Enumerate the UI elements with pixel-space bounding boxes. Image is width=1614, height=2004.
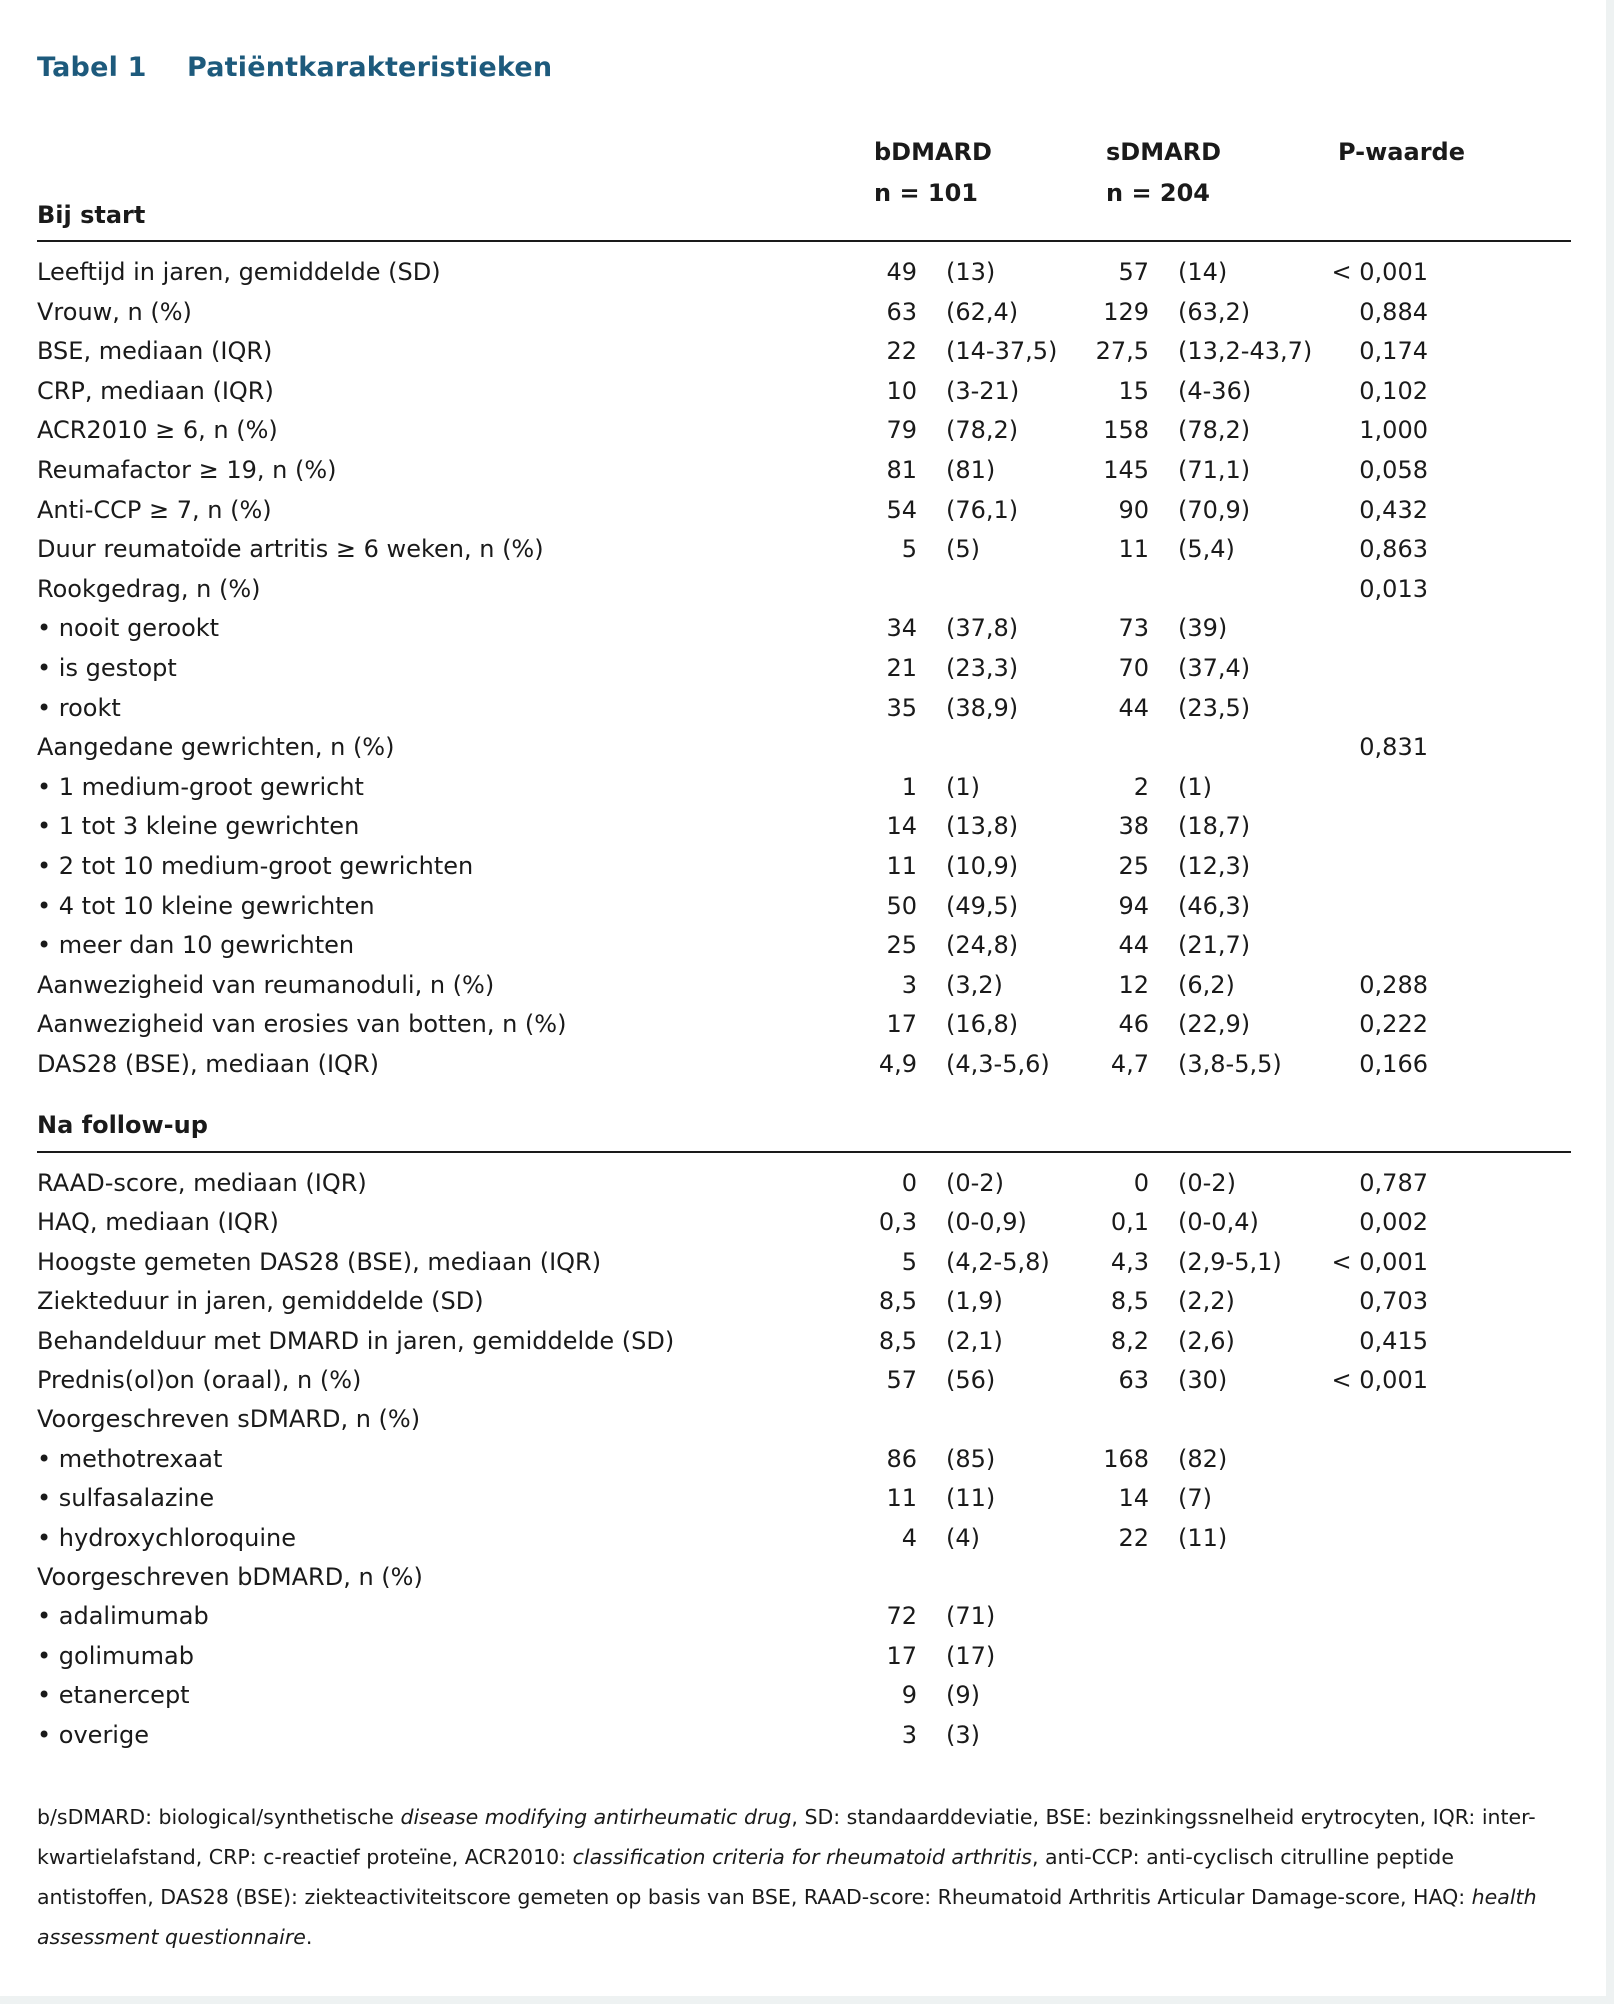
sdmard-value: 145: [1103, 456, 1149, 484]
p-value: 0,166: [1359, 1050, 1428, 1078]
table-title-text: Patiëntkarakteristieken: [187, 52, 553, 83]
row-label: • rookt: [37, 693, 121, 722]
bdmard-value: 8,5: [878, 1287, 917, 1316]
table-footnote: [37, 1797, 1577, 1957]
row-label: Prednis(ol)on (oraal), n (%): [37, 1366, 362, 1394]
sdmard-percent: (46,3): [1178, 891, 1251, 920]
sdmard-value: 90: [1118, 495, 1149, 524]
sdmard-percent: (2,2): [1178, 1287, 1235, 1316]
bdmard-percent: (56): [946, 1366, 996, 1394]
sdmard-percent: (0-0,4): [1178, 1208, 1259, 1237]
sdmard-value: 129: [1103, 297, 1149, 326]
sdmard-value: 22: [1118, 1523, 1149, 1552]
bdmard-value: 5: [901, 535, 917, 564]
sdmard-value: 8,5: [1110, 1287, 1149, 1316]
table-row: [0, 1558, 1614, 1596]
sdmard-value: 2: [1133, 772, 1149, 801]
row-label: ACR2010 ≥ 6, n (%): [37, 416, 278, 445]
row-label: RAAD-score, mediaan (IQR): [37, 1169, 367, 1197]
bdmard-value: 5: [901, 1247, 917, 1276]
bdmard-value: 17: [886, 1641, 917, 1670]
footnote-italic: disease modifying antirheumatic drug: [400, 1805, 792, 1829]
bdmard-percent: (76,1): [946, 495, 1019, 524]
p-value: < 0,001: [1331, 258, 1428, 286]
sdmard-percent: (39): [1178, 614, 1228, 643]
bdmard-value: 17: [886, 1010, 917, 1039]
bdmard-value: 10: [886, 376, 917, 405]
sdmard-percent: (30): [1178, 1366, 1228, 1394]
section-label-start: Bij start: [37, 201, 146, 229]
bdmard-value: 54: [886, 495, 917, 524]
table-row: [0, 966, 1614, 1004]
sdmard-value: 38: [1118, 812, 1149, 841]
sdmard-value: 44: [1118, 931, 1149, 960]
bdmard-value: 11: [886, 1484, 917, 1513]
bdmard-value: 9: [901, 1681, 917, 1710]
bdmard-value: 0,3: [878, 1208, 917, 1237]
sdmard-value: 158: [1103, 416, 1149, 445]
row-label: • is gestopt: [37, 654, 177, 682]
row-label: HAQ, mediaan (IQR): [37, 1208, 279, 1237]
table-row: [0, 1005, 1614, 1043]
bdmard-percent: (78,2): [946, 416, 1019, 445]
sdmard-value: 0: [1133, 1169, 1149, 1197]
bdmard-percent: (81): [946, 456, 996, 484]
row-label: Voorgeschreven sDMARD, n (%): [37, 1405, 421, 1434]
footnote-italic: health assessment questionnaire: [37, 1885, 1537, 1949]
p-value: 0,058: [1359, 456, 1428, 484]
bdmard-percent: (13): [946, 258, 996, 286]
table-row: [0, 1203, 1614, 1241]
sdmard-value: 8,2: [1110, 1326, 1149, 1355]
bdmard-percent: (38,9): [946, 693, 1019, 722]
sdmard-value: 0,1: [1110, 1208, 1149, 1237]
sdmard-percent: (6,2): [1178, 970, 1235, 999]
row-label: Hoogste gemeten DAS28 (BSE), mediaan (IQR): [37, 1247, 602, 1276]
bdmard-percent: (71): [946, 1602, 996, 1631]
sdmard-percent: (18,7): [1178, 812, 1251, 841]
p-value: 0,787: [1359, 1169, 1428, 1197]
sdmard-value: 168: [1103, 1444, 1149, 1473]
bdmard-percent: (3,2): [946, 970, 1003, 999]
table-row: [0, 1045, 1614, 1083]
p-value: 0,831: [1359, 733, 1428, 762]
p-value: 0,884: [1359, 297, 1428, 326]
bdmard-percent: (14-37,5): [946, 337, 1058, 366]
table-row: [0, 1243, 1614, 1281]
bdmard-percent: (13,8): [946, 812, 1019, 841]
bdmard-value: 4: [901, 1523, 917, 1552]
row-label: Vrouw, n (%): [37, 297, 192, 326]
bdmard-percent: (62,4): [946, 297, 1019, 326]
bdmard-value: 63: [886, 297, 917, 326]
bdmard-value: 34: [886, 614, 917, 643]
p-value: 0,432: [1359, 495, 1428, 524]
bdmard-percent: (1): [946, 772, 980, 801]
sdmard-value: 57: [1118, 258, 1149, 286]
sdmard-value: 63: [1118, 1366, 1149, 1394]
sdmard-value: 14: [1118, 1484, 1149, 1513]
p-value: 0,102: [1359, 376, 1428, 405]
footnote-italic: classification criteria for rheumatoid arthritis: [572, 1845, 1032, 1869]
bdmard-percent: (16,8): [946, 1010, 1019, 1039]
bdmard-value: 72: [886, 1602, 917, 1631]
sdmard-value: 70: [1118, 654, 1149, 682]
sdmard-value: 44: [1118, 693, 1149, 722]
sdmard-percent: (23,5): [1178, 693, 1251, 722]
footnote-text: , SD: standaarddeviatie, BSE: bezinkingssnelheid erytrocyten, IQR: inter-kwartielafstand, CRP: c-reactief proteïne, ACR2010:: [37, 1805, 1536, 1869]
table-row: [0, 887, 1614, 925]
p-value: 0,703: [1359, 1287, 1428, 1316]
table-row: [0, 530, 1614, 568]
section-rule-start: [37, 240, 1571, 242]
row-label: Rookgedrag, n (%): [37, 574, 261, 603]
section-label-follow-up: Na follow-up: [37, 1111, 208, 1139]
section-rule-follow-up: [37, 1151, 1571, 1153]
bdmard-value: 57: [886, 1366, 917, 1394]
bdmard-percent: (3): [946, 1720, 980, 1749]
table-row: [0, 411, 1614, 449]
table-title: [37, 52, 552, 83]
bdmard-percent: (0-0,9): [946, 1208, 1027, 1237]
sdmard-percent: (78,2): [1178, 416, 1251, 445]
sdmard-percent: (4-36): [1178, 376, 1252, 405]
bdmard-value: 86: [886, 1444, 917, 1473]
table-row: [0, 1716, 1614, 1754]
table-row: [0, 807, 1614, 845]
bdmard-percent: (4,2-5,8): [946, 1247, 1050, 1276]
bdmard-percent: (9): [946, 1681, 980, 1710]
table-row: [0, 451, 1614, 489]
bdmard-value: 81: [886, 456, 917, 484]
bdmard-percent: (10,9): [946, 852, 1019, 880]
table-row: [0, 728, 1614, 766]
bdmard-percent: (11): [946, 1484, 996, 1513]
bdmard-percent: (4,3-5,6): [946, 1050, 1050, 1078]
row-label: Duur reumatoïde artritis ≥ 6 weken, n (%): [37, 535, 544, 564]
bdmard-percent: (37,8): [946, 614, 1019, 643]
row-label: • golimumab: [37, 1641, 194, 1670]
sdmard-percent: (82): [1178, 1444, 1228, 1473]
table-row: [0, 1637, 1614, 1675]
sdmard-value: 27,5: [1095, 337, 1149, 366]
p-value: 0,174: [1359, 337, 1428, 366]
bdmard-value: 35: [886, 693, 917, 722]
col-header-bdmard-n: n = 101: [874, 179, 979, 207]
row-label: • methotrexaat: [37, 1444, 223, 1473]
table-row: [0, 1440, 1614, 1478]
table-row: [0, 332, 1614, 370]
table-row: [0, 1361, 1614, 1399]
table-row: [0, 689, 1614, 727]
col-header-p-value: P-waarde: [1338, 138, 1465, 166]
p-value: 0,013: [1359, 574, 1428, 603]
bdmard-percent: (1,9): [946, 1287, 1003, 1316]
bdmard-percent: (3-21): [946, 376, 1020, 405]
row-label: • nooit gerookt: [37, 614, 220, 643]
table-number: Tabel 1: [37, 52, 147, 83]
col-header-bdmard: bDMARD: [874, 138, 992, 166]
sdmard-value: 4,7: [1110, 1050, 1149, 1078]
bdmard-percent: (4): [946, 1523, 980, 1552]
table-row: [0, 253, 1614, 291]
sdmard-percent: (1): [1178, 772, 1212, 801]
bdmard-value: 0: [901, 1169, 917, 1197]
bdmard-value: 49: [886, 258, 917, 286]
table-row: [0, 1519, 1614, 1557]
table-row: [0, 1400, 1614, 1438]
footnote-text: .: [305, 1925, 313, 1949]
row-label: Voorgeschreven bDMARD, n (%): [37, 1563, 423, 1591]
sdmard-percent: (3,8-5,5): [1178, 1050, 1282, 1078]
sdmard-percent: (37,4): [1178, 654, 1251, 682]
row-label: Ziekteduur in jaren, gemiddelde (SD): [37, 1287, 484, 1316]
row-label: Reumafactor ≥ 19, n (%): [37, 456, 337, 484]
sdmard-value: 25: [1118, 852, 1149, 880]
bdmard-percent: (2,1): [946, 1326, 1003, 1355]
sdmard-value: 46: [1118, 1010, 1149, 1039]
sdmard-percent: (13,2-43,7): [1178, 337, 1313, 366]
table-row: [0, 570, 1614, 608]
bdmard-value: 3: [901, 970, 917, 999]
row-label: Aanwezigheid van erosies van botten, n (%): [37, 1010, 567, 1039]
bdmard-percent: (49,5): [946, 891, 1019, 920]
table-row: [0, 649, 1614, 687]
bdmard-value: 8,5: [878, 1326, 917, 1355]
table-row: [0, 1282, 1614, 1320]
row-label: DAS28 (BSE), mediaan (IQR): [37, 1050, 379, 1078]
bdmard-percent: (5): [946, 535, 980, 564]
row-label: • 4 tot 10 kleine gewrichten: [37, 891, 375, 920]
sdmard-percent: (70,9): [1178, 495, 1251, 524]
p-value: < 0,001: [1331, 1247, 1428, 1276]
bdmard-value: 21: [886, 654, 917, 682]
row-label: • overige: [37, 1720, 149, 1749]
row-label: BSE, mediaan (IQR): [37, 337, 273, 366]
row-label: CRP, mediaan (IQR): [37, 376, 274, 405]
bdmard-value: 3: [901, 1720, 917, 1749]
table-row: [0, 293, 1614, 331]
row-label: Aanwezigheid van reumanoduli, n (%): [37, 970, 495, 999]
p-value: 0,222: [1359, 1010, 1428, 1039]
row-label: • hydroxychloroquine: [37, 1523, 296, 1552]
table-row: [0, 1164, 1614, 1202]
p-value: < 0,001: [1331, 1366, 1428, 1394]
table-row: [0, 926, 1614, 964]
row-label: Behandelduur met DMARD in jaren, gemiddelde (SD): [37, 1326, 675, 1355]
bdmard-value: 50: [886, 891, 917, 920]
sdmard-value: 4,3: [1110, 1247, 1149, 1276]
p-value: 1,000: [1359, 416, 1428, 445]
bdmard-percent: (17): [946, 1641, 996, 1670]
p-value: 0,863: [1359, 535, 1428, 564]
row-label: • meer dan 10 gewrichten: [37, 931, 355, 960]
sdmard-percent: (2,6): [1178, 1326, 1235, 1355]
table-row: [0, 768, 1614, 806]
sdmard-percent: (22,9): [1178, 1010, 1251, 1039]
sdmard-percent: (0-2): [1178, 1169, 1236, 1197]
bdmard-value: 4,9: [878, 1050, 917, 1078]
row-label: • adalimumab: [37, 1602, 209, 1631]
bdmard-value: 11: [886, 852, 917, 880]
sdmard-value: 12: [1118, 970, 1149, 999]
sdmard-percent: (12,3): [1178, 852, 1251, 880]
table-row: [0, 847, 1614, 885]
p-value: 0,415: [1359, 1326, 1428, 1355]
bdmard-value: 14: [886, 812, 917, 841]
sdmard-percent: (11): [1178, 1523, 1228, 1552]
row-label: • 2 tot 10 medium-groot gewrichten: [37, 852, 474, 880]
row-label: • 1 tot 3 kleine gewrichten: [37, 812, 360, 841]
row-label: Anti-CCP ≥ 7, n (%): [37, 495, 272, 524]
bdmard-percent: (23,3): [946, 654, 1019, 682]
row-label: Aangedane gewrichten, n (%): [37, 733, 395, 762]
bdmard-percent: (85): [946, 1444, 996, 1473]
bdmard-value: 1: [901, 772, 917, 801]
sdmard-value: 15: [1118, 376, 1149, 405]
sdmard-value: 94: [1118, 891, 1149, 920]
row-label: Leeftijd in jaren, gemiddelde (SD): [37, 258, 441, 286]
sdmard-percent: (63,2): [1178, 297, 1251, 326]
col-header-sdmard: sDMARD: [1106, 138, 1222, 166]
col-header-sdmard-n: n = 204: [1106, 179, 1211, 207]
bdmard-value: 22: [886, 337, 917, 366]
table-row: [0, 1322, 1614, 1360]
table-row: [0, 1597, 1614, 1635]
table-row: [0, 1479, 1614, 1517]
footnote-text: b/sDMARD: biological/synthetische: [37, 1805, 401, 1829]
sdmard-percent: (2,9-5,1): [1178, 1247, 1282, 1276]
sdmard-percent: (5,4): [1178, 535, 1235, 564]
sdmard-percent: (14): [1178, 258, 1228, 286]
sdmard-percent: (21,7): [1178, 931, 1251, 960]
sdmard-value: 11: [1118, 535, 1149, 564]
table-row: [0, 491, 1614, 529]
bdmard-value: 25: [886, 931, 917, 960]
bdmard-percent: (0-2): [946, 1169, 1004, 1197]
bdmard-value: 79: [886, 416, 917, 445]
row-label: • sulfasalazine: [37, 1484, 215, 1513]
table-row: [0, 372, 1614, 410]
sdmard-value: 73: [1118, 614, 1149, 643]
row-label: • etanercept: [37, 1681, 190, 1710]
table-row: [0, 1676, 1614, 1714]
bdmard-percent: (24,8): [946, 931, 1019, 960]
sdmard-percent: (7): [1178, 1484, 1212, 1513]
table-row: [0, 609, 1614, 647]
row-label: • 1 medium-groot gewricht: [37, 772, 364, 801]
footnote-text: , anti-CCP: anti-cyclisch citrulline peptide antistoffen, DAS28 (BSE): ziekteactiviteitscore gemeten op basis van BSE, RAAD-score: Rheumatoid Arthritis Articular Damage-score, HAQ:: [37, 1845, 1472, 1909]
p-value: 0,002: [1359, 1208, 1428, 1237]
sdmard-percent: (71,1): [1178, 456, 1251, 484]
p-value: 0,288: [1359, 970, 1428, 999]
